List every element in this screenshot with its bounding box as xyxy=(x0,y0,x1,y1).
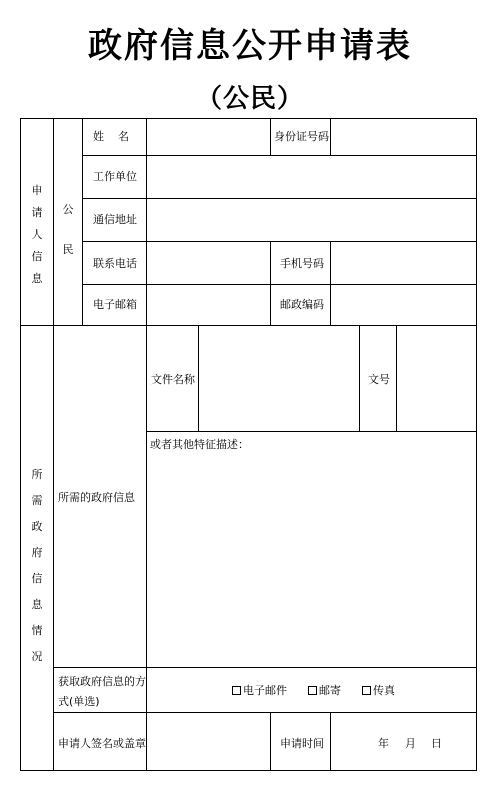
info-section-label xyxy=(30,462,44,670)
email-label: 电子邮箱 xyxy=(93,298,137,311)
date-month-label: 月 xyxy=(405,737,416,750)
citizen-category-label xyxy=(61,190,75,270)
phone-label: 联系电话 xyxy=(93,257,137,270)
fax-checkbox[interactable] xyxy=(362,686,371,695)
mobile-label: 手机号码 xyxy=(280,257,324,270)
method-label-line2: 式(单选) xyxy=(58,695,100,708)
option-email-text: 电子邮件 xyxy=(243,684,287,697)
form-subtitle: （公民） xyxy=(195,84,304,114)
feature-description-label: 或者其他特征描述： xyxy=(150,438,249,451)
address-label: 通信地址 xyxy=(93,213,137,226)
option-mail-text: 邮寄 xyxy=(319,684,341,697)
work-unit-label: 工作单位 xyxy=(93,170,137,183)
file-name-label: 文件名称 xyxy=(151,373,195,386)
applicant-section-text: 申请人信息 xyxy=(31,184,43,285)
form-title: 政府信息公开申请表 xyxy=(88,26,412,66)
email-checkbox[interactable] xyxy=(232,686,241,695)
info-section-text: 所需政府信息情况 xyxy=(31,468,43,663)
method-label-line1: 获取政府信息的方 xyxy=(58,675,146,688)
signature-label: 申请人签名或盖章 xyxy=(58,737,146,750)
option-mail[interactable] xyxy=(308,684,341,698)
citizen-category-text: 公民 xyxy=(62,203,74,256)
option-fax-text: 传真 xyxy=(373,684,395,697)
mail-checkbox[interactable] xyxy=(308,686,317,695)
id-number-label: 身份证号码 xyxy=(274,130,329,143)
applicant-section-label xyxy=(30,180,44,290)
application-date-label: 申请时间 xyxy=(280,737,324,750)
postcode-label: 邮政编码 xyxy=(280,298,324,311)
needed-info-label: 所需的政府信息 xyxy=(58,491,135,504)
option-fax[interactable] xyxy=(362,684,395,698)
option-email[interactable] xyxy=(232,684,287,698)
date-year-label: 年 xyxy=(378,737,389,750)
doc-number-label: 文号 xyxy=(368,373,390,386)
date-day-label: 日 xyxy=(431,737,442,750)
name-label: 姓 名 xyxy=(93,130,129,143)
